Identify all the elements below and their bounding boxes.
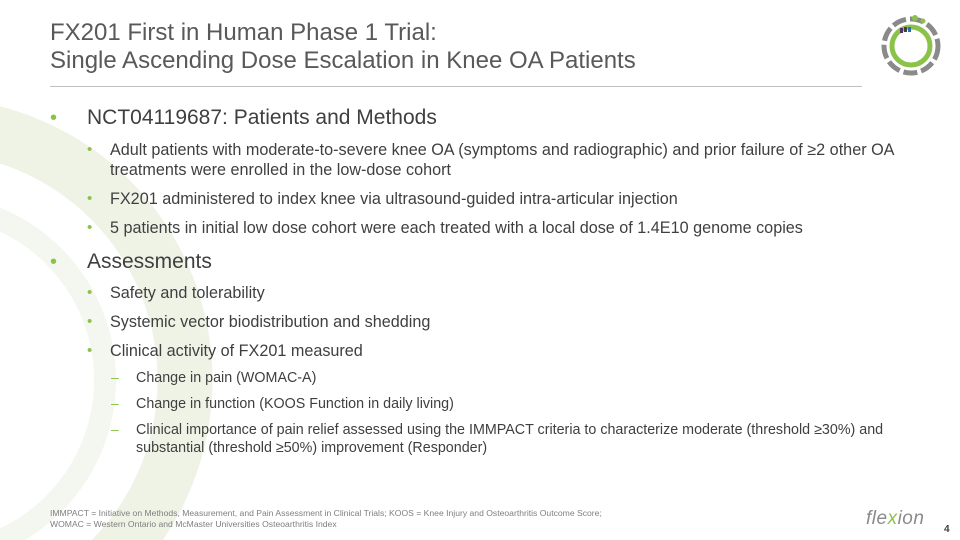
sub-list-item: – Change in pain (WOMAC-A) bbox=[111, 369, 317, 386]
bullet-dot-icon: • bbox=[87, 342, 93, 359]
dash-bullet-icon: – bbox=[111, 369, 119, 385]
sub-list-item: – Clinical importance of pain relief assessed using the IMMPACT criteria to characterize moderate (threshold ≥30%) and substantial (threshold ≥50%) improvement (Responder) bbox=[111, 421, 884, 456]
dash-bullet-icon: – bbox=[111, 421, 119, 437]
flexion-ring-logo-icon bbox=[878, 13, 944, 79]
title-line-1: FX201 First in Human Phase 1 Trial: bbox=[50, 19, 437, 46]
title-divider bbox=[50, 86, 862, 87]
bullet-dot-icon: • bbox=[50, 251, 58, 273]
title-line-2: Single Ascending Dose Escalation in Knee OA Patients bbox=[50, 47, 636, 74]
bullet-dot-icon: • bbox=[87, 284, 93, 301]
footnote-line-2: WOMAC = Western Ontario and McMaster Universities Osteoarthritis Index bbox=[50, 519, 337, 529]
dash-bullet-icon: – bbox=[111, 395, 119, 411]
page-number: 4 bbox=[944, 524, 950, 535]
bullet-dot-icon: • bbox=[87, 313, 93, 330]
flexion-wordmark-logo: flexion bbox=[866, 508, 925, 529]
sub-list-item: – Change in function (KOOS Function in daily living) bbox=[111, 395, 454, 412]
bullet-dot-icon: • bbox=[87, 190, 93, 207]
footnote bbox=[50, 508, 810, 530]
footnote-line-1: IMMPACT = Initiative on Methods, Measurement, and Pain Assessment in Clinical Trials; KOOS = Knee Injury and Osteoarthritis Outcome Score; bbox=[50, 508, 602, 518]
bullet-dot-icon: • bbox=[87, 219, 93, 236]
section-heading-patients-methods: • NCT04119687: Patients and Methods bbox=[50, 104, 910, 132]
list-item: • 5 patients in initial low dose cohort were each treated with a local dose of 1.4E10 genome copies bbox=[87, 219, 803, 237]
list-item: • FX201 administered to index knee via ultrasound-guided intra-articular injection bbox=[87, 190, 678, 208]
bullet-dot-icon: • bbox=[50, 107, 58, 129]
slide-body bbox=[50, 104, 910, 457]
list-item: • Systemic vector biodistribution and shedding bbox=[87, 313, 431, 331]
list-item: • Adult patients with moderate-to-severe knee OA (symptoms and radiographic) and prior failure of ≥2 other OA treatments were enrolled in the low-dose cohort bbox=[87, 141, 894, 179]
slide-title bbox=[50, 19, 850, 75]
section-heading-assessments: • Assessments bbox=[50, 248, 910, 276]
list-item: • Clinical activity of FX201 measured bbox=[87, 342, 363, 360]
list-item: • Safety and tolerability bbox=[87, 284, 265, 302]
bullet-dot-icon: • bbox=[87, 141, 93, 158]
